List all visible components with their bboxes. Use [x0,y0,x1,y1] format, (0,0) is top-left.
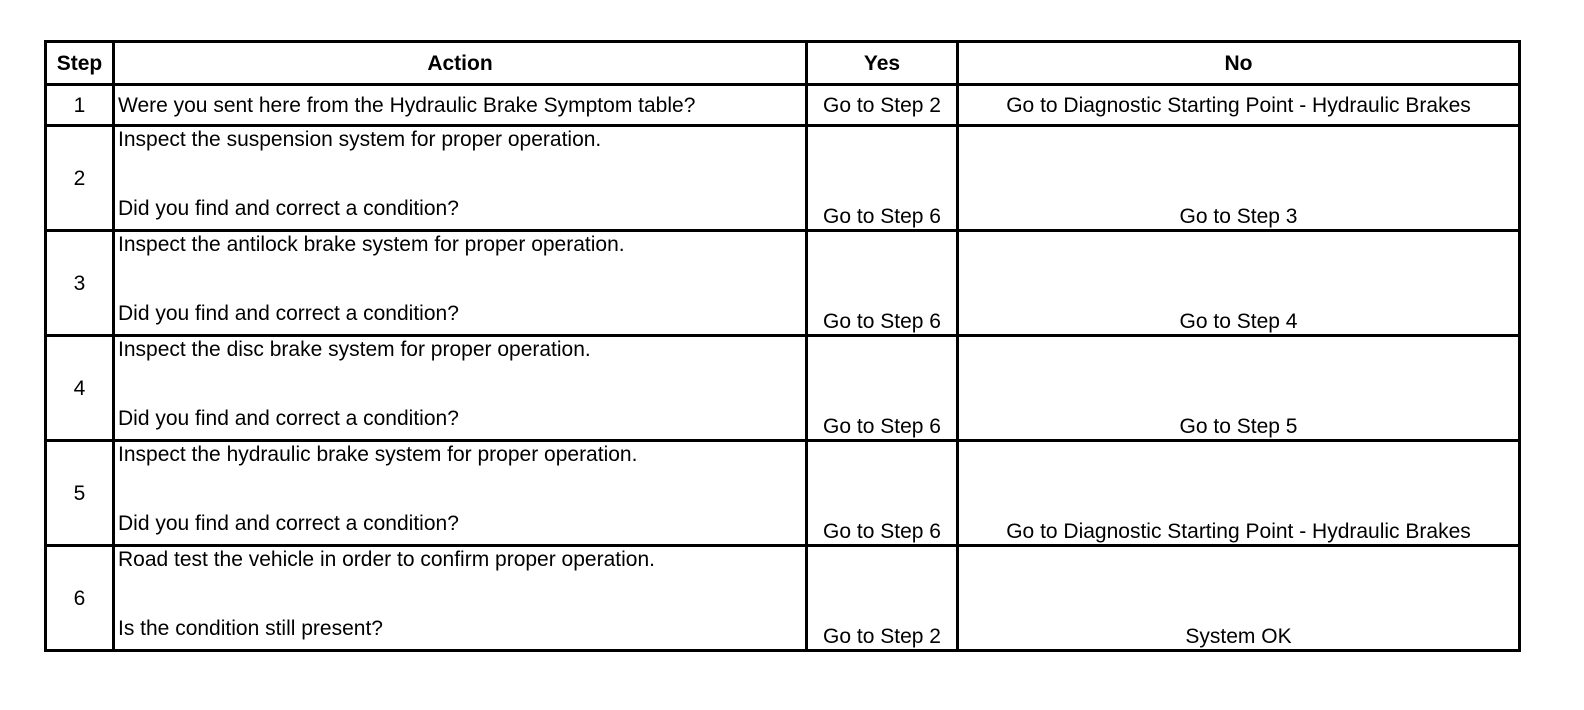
action-instruction: Road test the vehicle in order to confirm proper operation. [118,548,655,571]
no-result: Go to Step 5 [958,336,1520,441]
action-cell [114,231,807,336]
action-question: Did you find and correct a condition? [118,302,459,325]
step-number: 2 [46,126,114,231]
action-instruction: Inspect the antilock brake system for proper operation. [118,233,625,256]
step-number: 4 [46,336,114,441]
action-instruction: Inspect the hydraulic brake system for proper operation. [118,443,638,466]
header-no: No [958,42,1520,85]
step-number: 6 [46,546,114,651]
action-cell [114,126,807,231]
action-cell [114,546,807,651]
table-row [46,126,1520,231]
yes-result: Go to Step 6 [807,231,958,336]
no-result: System OK [958,546,1520,651]
no-result: Go to Step 4 [958,231,1520,336]
table-row [46,441,1520,546]
header-step: Step [46,42,114,85]
action-instruction: Inspect the suspension system for proper operation. [118,128,602,151]
table-row [46,336,1520,441]
no-result: Go to Step 3 [958,126,1520,231]
table-row [46,85,1520,126]
yes-result: Go to Step 6 [807,336,958,441]
header-row [46,42,1520,85]
step-number: 1 [46,85,114,126]
action-question: Is the condition still present? [118,617,383,640]
header-yes: Yes [807,42,958,85]
step-number: 5 [46,441,114,546]
action-instruction: Inspect the disc brake system for proper operation. [118,338,591,361]
action-question: Did you find and correct a condition? [118,407,459,430]
header-action: Action [114,42,807,85]
action-question: Did you find and correct a condition? [118,197,459,220]
no-result: Go to Diagnostic Starting Point - Hydraulic Brakes [958,441,1520,546]
action-question: Did you find and correct a condition? [118,512,459,535]
table-row [46,231,1520,336]
yes-result: Go to Step 2 [807,546,958,651]
step-number: 3 [46,231,114,336]
yes-result: Go to Step 6 [807,126,958,231]
action-text: Were you sent here from the Hydraulic Brake Symptom table? [114,85,807,126]
action-cell [114,441,807,546]
diagnostic-table [44,40,1521,652]
action-cell [114,336,807,441]
yes-result: Go to Step 2 [807,85,958,126]
table-row [46,546,1520,651]
no-result: Go to Diagnostic Starting Point - Hydraulic Brakes [958,85,1520,126]
yes-result: Go to Step 6 [807,441,958,546]
